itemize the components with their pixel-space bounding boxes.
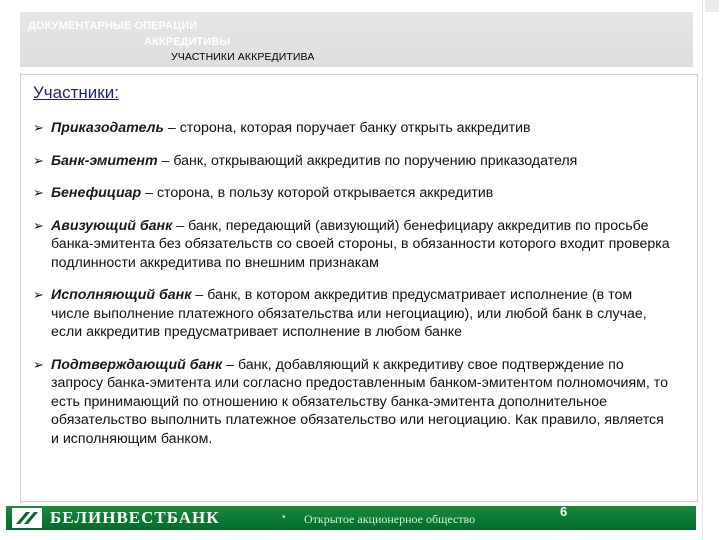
arrow-bullet-icon: ➢ [33,356,44,372]
bank-slogan: Открытое акционерное общество [304,512,476,526]
arrow-bullet-icon: ➢ [33,217,44,233]
term: Подтверждающий банк [51,356,223,373]
list-item [33,152,673,171]
term: Авизующий банк [51,217,173,234]
content-panel [20,74,698,502]
breadcrumb-level-3: УЧАСТНИКИ АККРЕДИТИВА [171,51,315,63]
header-bar [20,12,693,67]
definition: – сторона, в пользу которой открывается аккредитив [141,185,494,201]
definition: – сторона, которая поручает банку открыть аккредитив [163,120,531,136]
section-title: Участники: [33,83,119,102]
list-item [33,217,673,273]
right-edge-strip [702,0,720,540]
list-item [33,356,673,449]
arrow-bullet-icon: ➢ [33,185,44,200]
breadcrumb-level-2: АККРЕДИТИВЫ [144,36,231,48]
definition: – банк, передающий (авизующий) бенефициару аккредитив по просьбе банка-эмитента без обязательств со своей стороны, в обязанности которого входит проверка подлинности аккредитива по внешним признакам [51,217,670,271]
definition: – банк, открывающий аккредитив по поручению приказодателя [157,152,578,169]
list-item [33,286,673,342]
list-item [33,119,673,138]
term: Бенефициар [51,185,142,201]
arrow-bullet-icon: ➢ [33,287,44,302]
definition: – банк, добавляющий к аккредитиву свое подтверждение по запросу банка-эмитента или согласно предоставленным банком-эмитентом полномочиям, то есть принимающий по отношению к обязательству банка-эмитента дополнительное обязательство выполнить платежное обязательство или негоциацию. Как правило, является и исполняющим банком. [51,356,669,447]
bank-name: БЕЛИНВЕСТБАНК [50,508,220,527]
term: Банк-эмитент [51,152,158,169]
arrow-bullet-icon: ➢ [33,152,44,168]
list-item [33,184,673,203]
definition: – банк, в котором аккредитив предусматривает исполнение (в том числе выполнение платежного обязательства или негоциацию), или любой банк в случае, если аккредитив предусматривает исполнение в любом банке [51,287,647,340]
term: Исполняющий банк [51,287,192,303]
participants-list [33,119,673,448]
breadcrumb-level-1: ДОКУМЕНТАРНЫЕ ОПЕРАЦИИ [28,20,198,32]
footer-bar [6,506,696,530]
bank-logo-icon [12,508,42,528]
arrow-bullet-icon: ➢ [33,120,44,135]
term: Приказодатель [51,120,164,136]
page-number: 6 [560,504,568,519]
footer-separator: • [282,512,286,523]
